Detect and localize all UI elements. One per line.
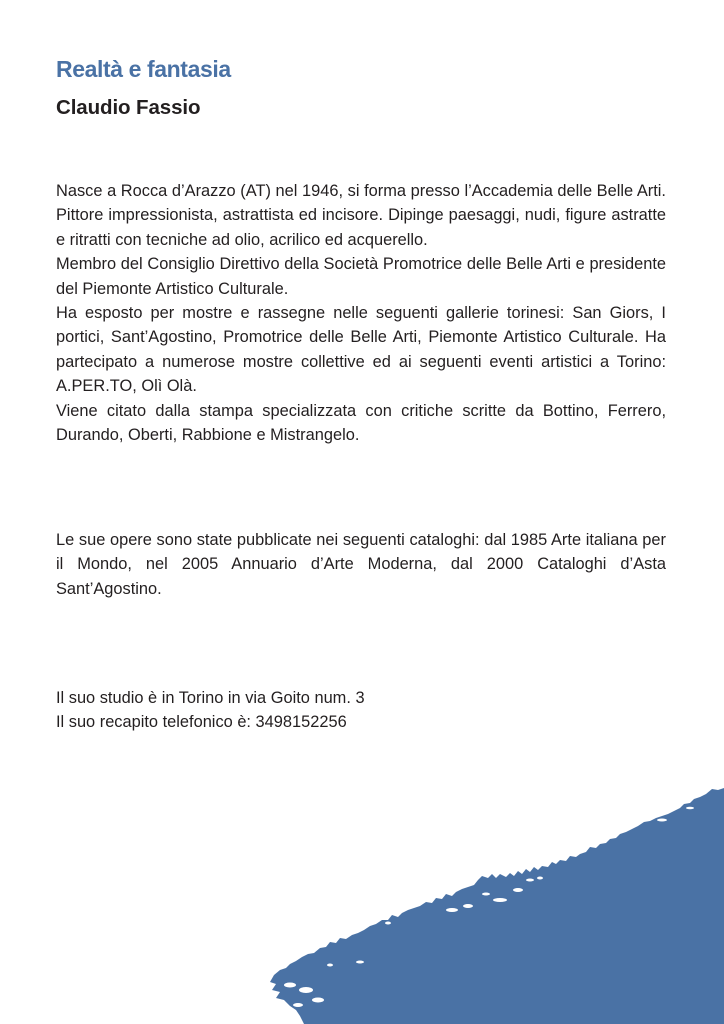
contacts-section: [56, 686, 666, 735]
bio-paragraph-origin: Nasce a Rocca d’Arazzo (AT) nel 1946, si forma presso l’Accademia delle Belle Arti. Pittore impressionista, astrattista ed incisore. Dipinge paesaggi, nudi, figure astratte e ritratti con tecniche ad olio, acrilico ed acquerello.: [56, 182, 666, 249]
brush-texture-gaps: [284, 807, 694, 1007]
author-name: Claudio Fassio: [56, 96, 201, 119]
catalogs-paragraph: Le sue opere sono state pubblicate nei seguenti cataloghi: dal 1985 Arte italiana per il Mondo, nel 2005 Annuario d’Arte Moderna, dal 2000 Cataloghi d’Asta Sant’Agostino.: [56, 531, 666, 598]
bio-paragraph-exhibitions: Ha esposto per mostre e rassegne nelle seguenti gallerie torinesi: San Giors, I portici, Sant’Agostino, Promotrice delle Belle Arti, Piemonte Artistico Culturale. Ha partecipato a numerose mostre collettive ed ai seguenti eventi artistici a Torino: A.PER.TO, Olì Olà.: [56, 304, 666, 396]
bio-paragraph-press: Viene citato dalla stampa specializzata con critiche scritte da Bottino, Ferrero, Durando, Oberti, Rabbione e Mistrangelo.: [56, 401, 666, 445]
studio-address: Il suo studio è in Torino in via Goito num. 3: [56, 689, 365, 707]
catalogs-section: [56, 528, 666, 601]
page-title: Realtà e fantasia: [56, 56, 231, 82]
brush-stroke-shape: [270, 788, 724, 1024]
biography-section: [56, 179, 666, 447]
bio-paragraph-membership: Membro del Consiglio Direttivo della Società Promotrice delle Belle Arti e presidente del Piemonte Artistico Culturale.: [56, 255, 666, 298]
phone-number: Il suo recapito telefonico è: 3498152256: [56, 713, 347, 732]
